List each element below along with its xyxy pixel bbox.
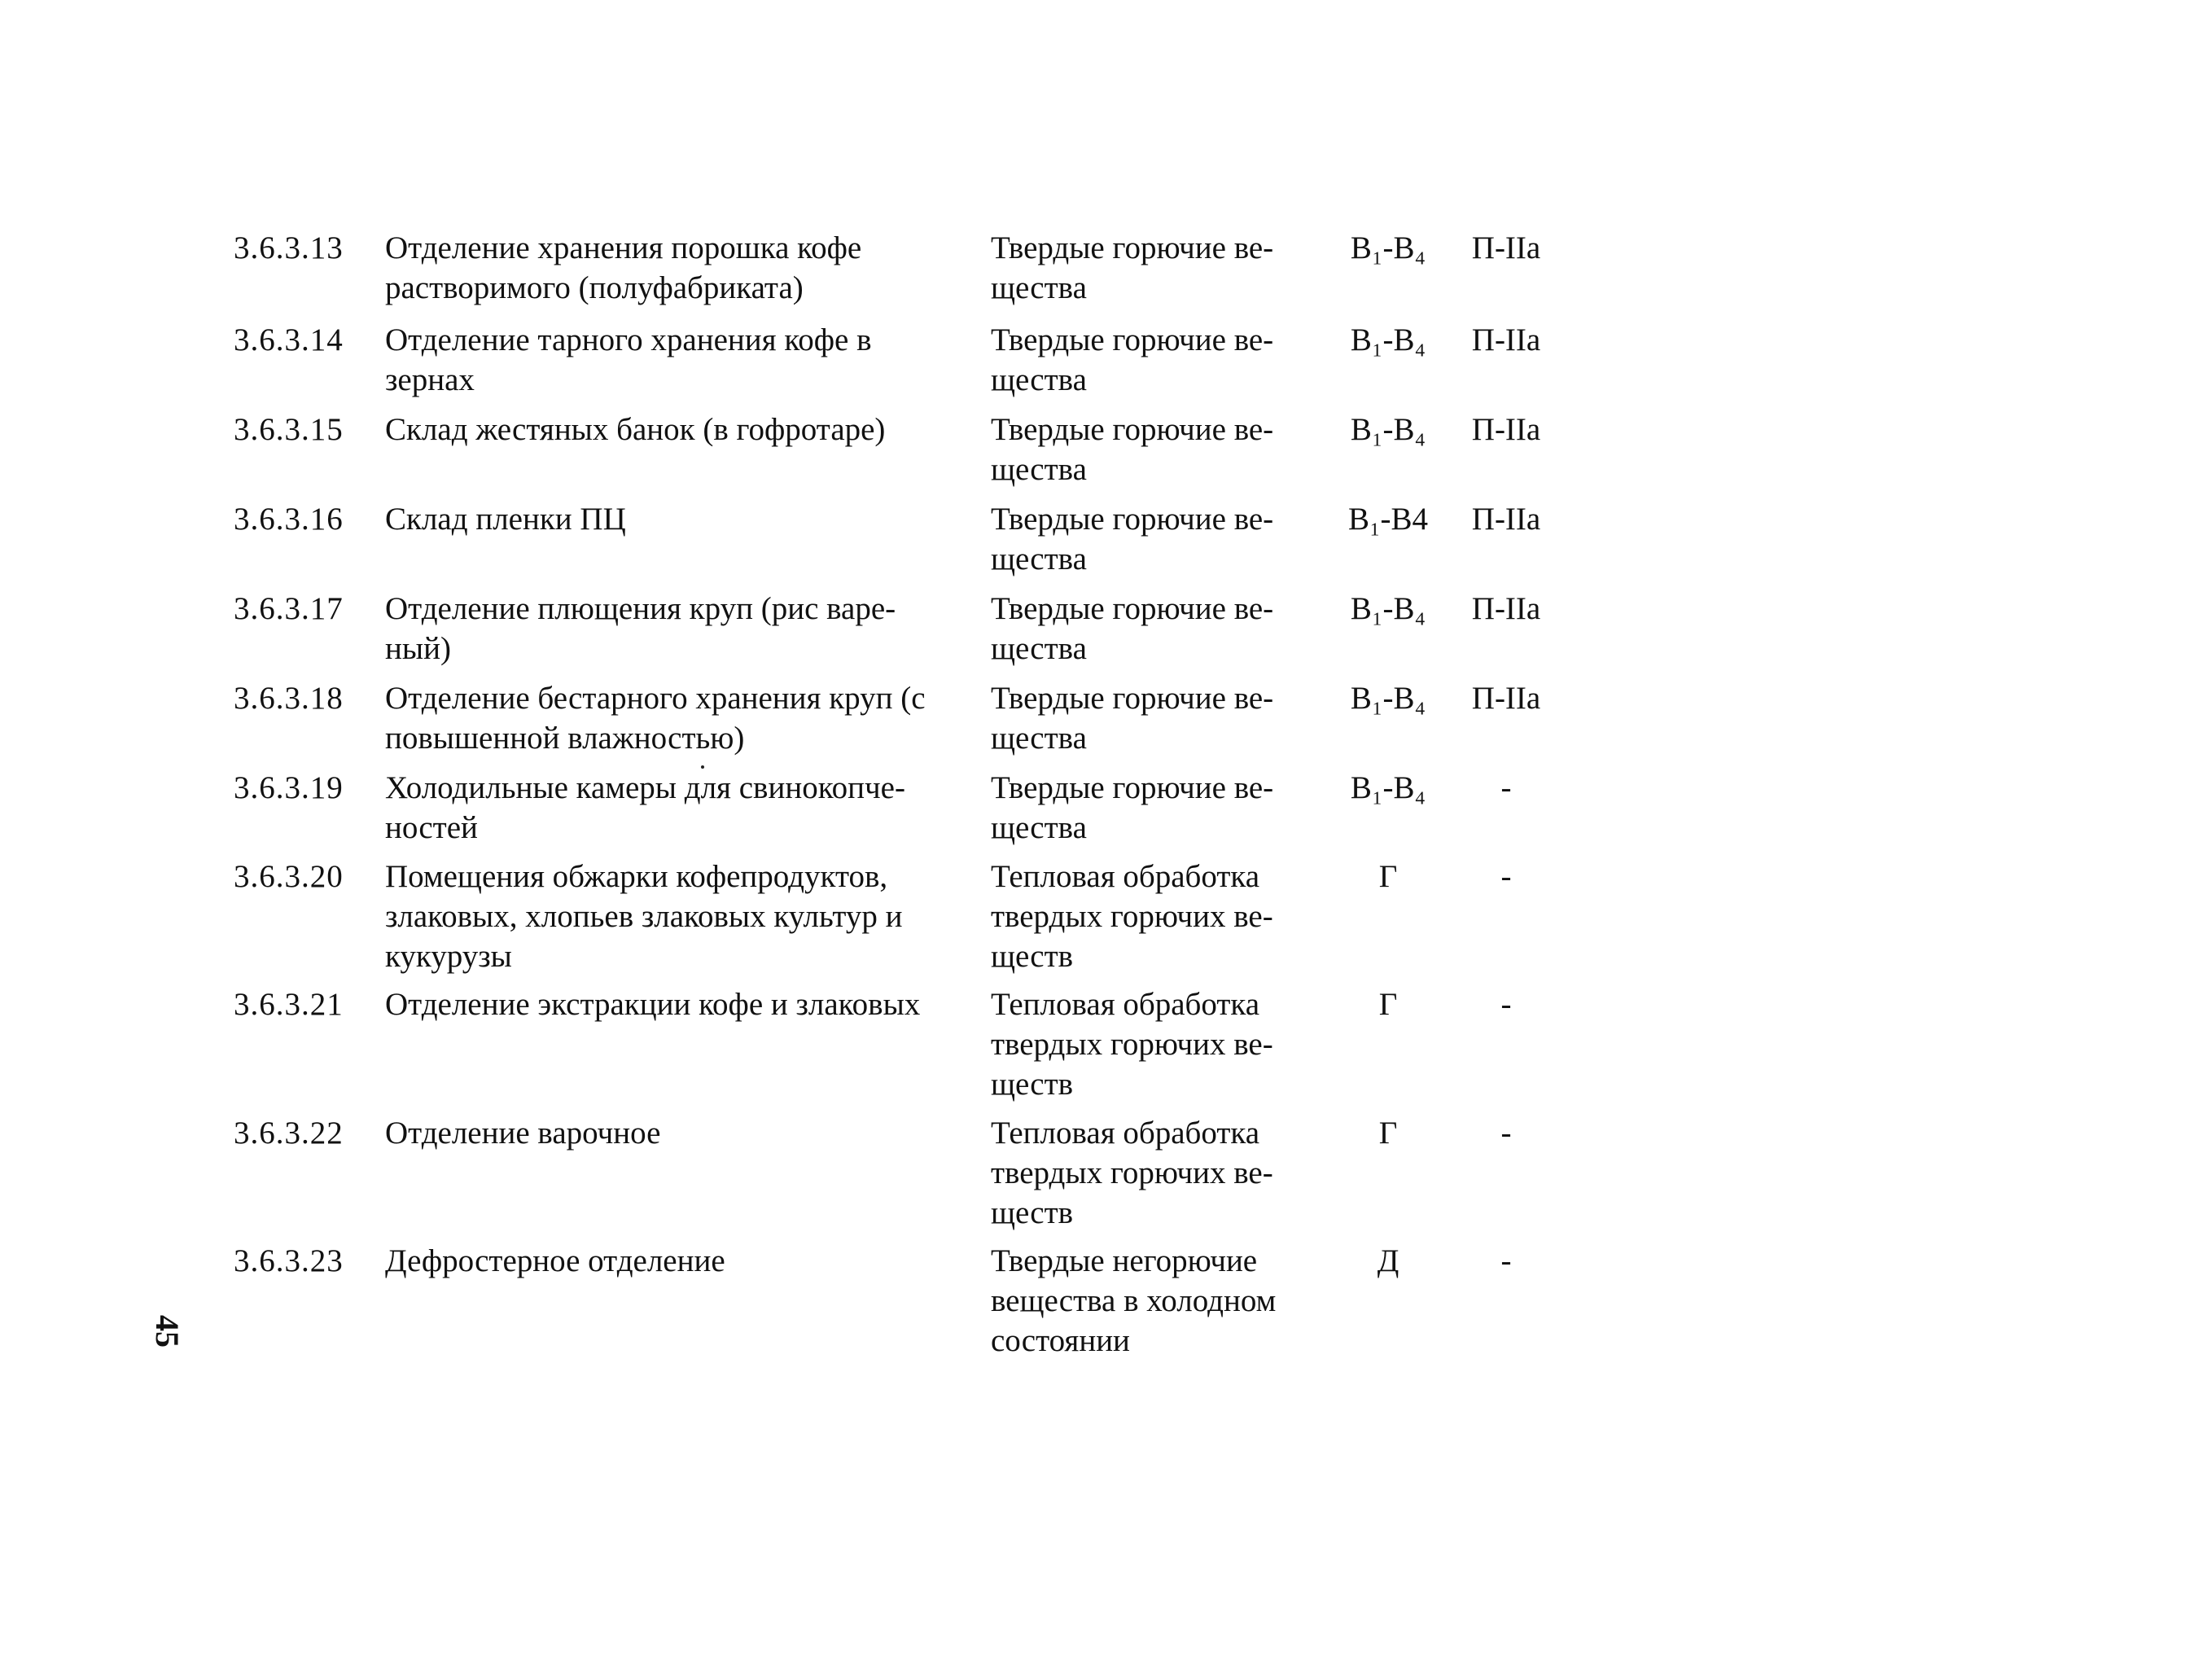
row-number: 3.6.3.16 <box>234 502 344 537</box>
substance-description: Твердые горючие ве- щества <box>991 322 1274 397</box>
substance-description: Тепловая обработка твердых горючих ве- ществ <box>991 859 1273 974</box>
hazard-category: Г <box>1378 859 1398 894</box>
zone-class: - <box>1500 1116 1512 1151</box>
substance-description: Твердые горючие ве- щества <box>991 502 1274 576</box>
row-number: 3.6.3.22 <box>234 1116 344 1151</box>
row-number: 3.6.3.17 <box>234 591 344 626</box>
room-name: Отделение плющения круп (рис варе- ный) <box>385 591 896 666</box>
row-number: 3.6.3.19 <box>234 770 344 805</box>
room-name: Помещения обжарки кофепродуктов, злаковых, хлопьев злаковых культур и кукурузы <box>385 859 903 974</box>
row-number: 3.6.3.14 <box>234 322 344 357</box>
row-number: 3.6.3.21 <box>234 987 344 1022</box>
room-name: Отделение тарного хранения кофе в зернах <box>385 322 872 397</box>
room-name: Отделение варочное <box>385 1116 661 1151</box>
hazard-category: Д <box>1377 1243 1399 1278</box>
hazard-category: Г <box>1378 987 1398 1022</box>
substance-description: Твердые горючие ве- щества <box>991 770 1274 845</box>
zone-class: П-IIа <box>1471 412 1541 447</box>
substance-description: Твердые горючие ве- щества <box>991 230 1274 305</box>
substance-description: Твердые горючие ве- щества <box>991 591 1274 666</box>
room-name: Отделение хранения порошка кофе растворимого (полуфабриката) <box>385 230 862 305</box>
hazard-category: В₁-В₄ <box>1350 412 1426 447</box>
zone-class: - <box>1500 859 1512 894</box>
zone-class: П-IIа <box>1471 591 1541 626</box>
room-name: Дефростерное отделение <box>385 1243 725 1278</box>
page-number: 45 <box>149 1315 186 1348</box>
row-number: 3.6.3.13 <box>234 230 344 265</box>
room-name: Холодильные камеры для свинокопче- ностей <box>385 770 905 845</box>
substance-description: Твердые горючие ве- щества <box>991 681 1274 756</box>
zone-class: П-IIа <box>1471 322 1541 357</box>
zone-class: П-IIа <box>1471 230 1541 265</box>
hazard-category: В₁-В₄ <box>1350 230 1426 265</box>
zone-class: - <box>1500 987 1512 1022</box>
zone-class: - <box>1500 1243 1512 1278</box>
substance-description: Тепловая обработка твердых горючих ве- ществ <box>991 987 1273 1102</box>
zone-class: П-IIа <box>1471 502 1541 537</box>
hazard-category: В₁-В₄ <box>1350 681 1426 716</box>
zone-class: - <box>1500 770 1512 805</box>
row-number: 3.6.3.23 <box>234 1243 344 1278</box>
row-number: 3.6.3.15 <box>234 412 344 447</box>
hazard-category: В₁-В₄ <box>1350 591 1426 626</box>
row-number: 3.6.3.20 <box>234 859 344 894</box>
room-name: Склад жестяных банок (в гофротаре) <box>385 412 886 447</box>
room-name: Отделение экстракции кофе и злаковых <box>385 987 921 1022</box>
substance-description: Твердые горючие ве- щества <box>991 412 1274 487</box>
hazard-category: В₁-В₄ <box>1350 770 1426 805</box>
substance-description: Тепловая обработка твердых горючих ве- ществ <box>991 1116 1273 1230</box>
hazard-category: В₁-В4 <box>1347 502 1429 537</box>
substance-description: Твердые негорючие вещества в холодном состоянии <box>991 1243 1277 1358</box>
room-name: Отделение бестарного хранения круп (с повышенной влажностью) <box>385 681 926 756</box>
scan-speck <box>701 765 704 769</box>
zone-class: П-IIа <box>1471 681 1541 716</box>
hazard-category: В₁-В₄ <box>1350 322 1426 357</box>
row-number: 3.6.3.18 <box>234 681 344 716</box>
hazard-category: Г <box>1378 1116 1398 1151</box>
room-name: Склад пленки ПЦ <box>385 502 626 537</box>
